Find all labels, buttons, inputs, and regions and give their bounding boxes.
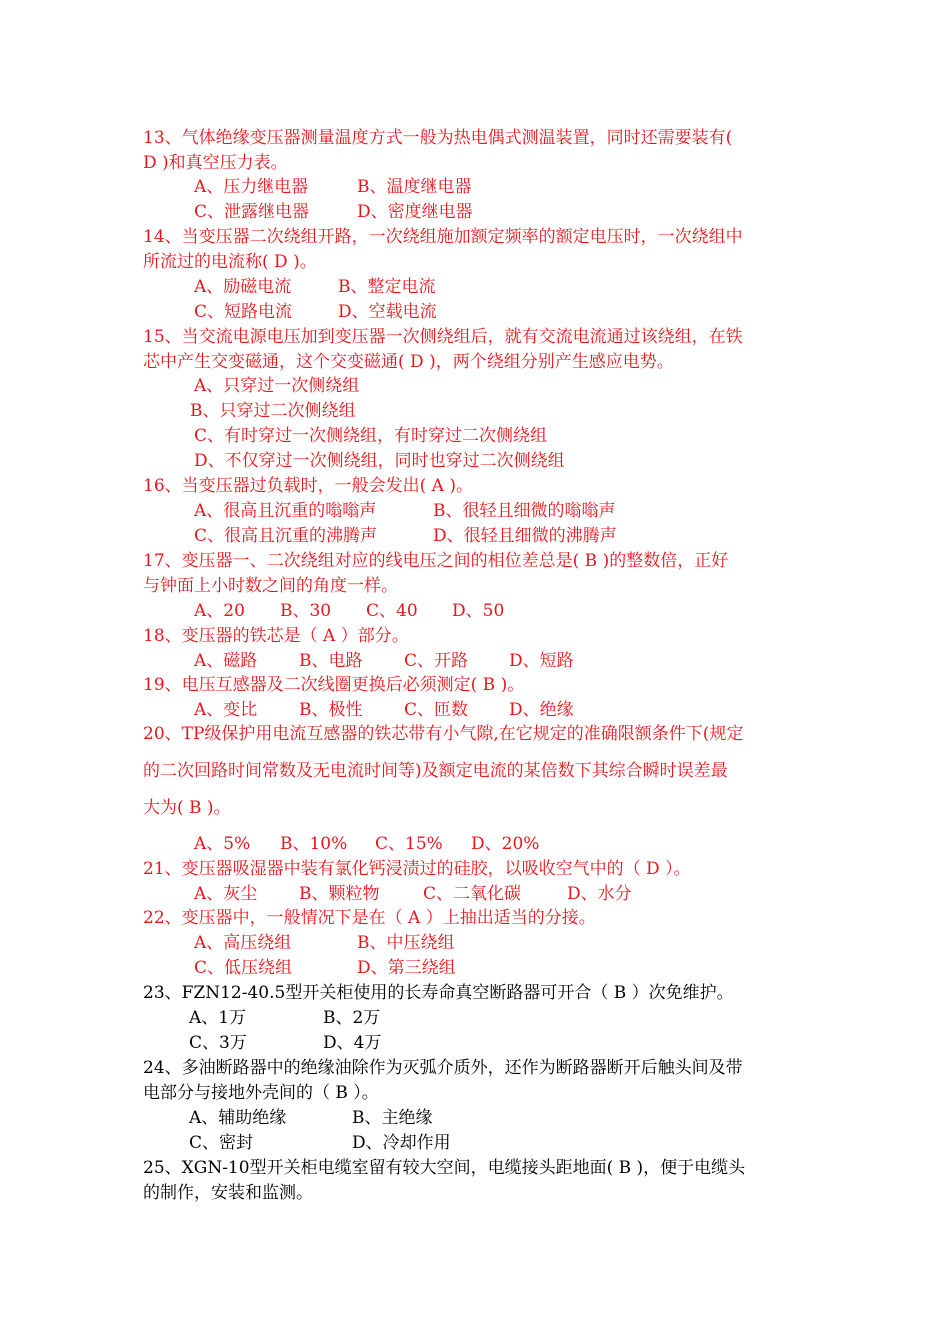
option-b: B、30 (280, 601, 332, 621)
option-a: A、励磁电流 (194, 277, 292, 297)
option-a: A、20 (194, 601, 245, 621)
question-16 (143, 474, 815, 499)
option-c: C、开路 (404, 651, 469, 671)
option-a: A、5% (194, 834, 251, 854)
question-stem-line: 16、当变压器过负载时，一般会发出( A )。 (143, 476, 473, 496)
option-c: C、40 (366, 601, 418, 621)
option-d: D、短路 (509, 651, 574, 671)
question-13 (143, 126, 815, 176)
question-14 (143, 225, 815, 275)
option-c: C、有时穿过一次侧绕组，有时穿过二次侧绕组 (194, 426, 548, 446)
option-a: A、压力继电器 (194, 177, 309, 197)
option-b: B、中压绕组 (357, 933, 455, 953)
option-b: B、很轻且细微的嗡嗡声 (433, 501, 616, 521)
question-stem-line: 芯中产生交变磁通，这个交变磁通( D )，两个绕组分别产生感应电势。 (143, 351, 674, 372)
option-c: C、泄露继电器 (194, 202, 310, 222)
question-stem-line: 24、多油断路器中的绝缘油除作为灭弧介质外，还作为断路器断开后触头间及带 (143, 1058, 743, 1078)
question-stem-line: 与钟面上小时数之间的角度一样。 (143, 575, 398, 596)
question-stem-line: 19、电压互感器及二次线圈更换后必须测定( B )。 (143, 675, 525, 695)
option-d: D、20% (471, 834, 540, 854)
option-d: D、4万 (323, 1033, 382, 1053)
question-18 (143, 624, 815, 649)
option-a: A、高压绕组 (194, 933, 292, 953)
option-c: C、15% (375, 834, 443, 854)
question-17 (143, 549, 815, 599)
option-d: D、50 (452, 601, 505, 621)
option-b: B、10% (280, 834, 348, 854)
option-d: D、冷却作用 (352, 1133, 451, 1153)
option-d: D、密度继电器 (357, 202, 473, 222)
option-d: D、绝缘 (509, 700, 574, 720)
question-stem-line: 25、XGN-10型开关柜电缆室留有较大空间，电缆接头距地面( B )，便于电缆头 (143, 1158, 746, 1178)
option-a: A、灰尘 (194, 884, 258, 904)
option-b: B、只穿过二次侧绕组 (190, 401, 356, 421)
option-b: B、整定电流 (338, 277, 436, 297)
option-b: B、主绝缘 (352, 1108, 433, 1128)
option-c: C、匝数 (404, 700, 469, 720)
option-a: A、辅助绝缘 (189, 1108, 287, 1128)
question-20 (143, 716, 815, 827)
option-d: D、空载电流 (338, 302, 437, 322)
option-b: B、2万 (323, 1008, 381, 1028)
question-stem-line: 23、FZN12-40.5型开关柜使用的长寿命真空断路器可开合（ B ）次免维护。 (143, 983, 734, 1003)
option-b: B、极性 (299, 700, 363, 720)
question-stem-line: D )和真空压力表。 (143, 152, 288, 173)
option-c: C、密封 (189, 1133, 254, 1153)
question-stem-line: 18、变压器的铁芯是（ A ）部分。 (143, 626, 409, 646)
question-19 (143, 673, 815, 698)
option-a: A、磁路 (194, 651, 258, 671)
question-stem-line: 20、TP级保护用电流互感器的铁芯带有小气隙,在它规定的准确限额条件下(规定 (143, 724, 744, 744)
question-15 (143, 325, 815, 375)
option-b: B、颗粒物 (299, 884, 380, 904)
question-stem-line: 14、当变压器二次绕组开路，一次绕组施加额定频率的额定电压时，一次绕组中 (143, 227, 743, 247)
question-stem-line: 15、当交流电源电压加到变压器一次侧绕组后，就有交流电流通过该绕组，在铁 (143, 327, 743, 347)
option-c: C、低压绕组 (194, 958, 293, 978)
question-22 (143, 906, 815, 931)
question-stem-line: 的制作，安装和监测。 (143, 1182, 313, 1203)
question-21 (143, 857, 815, 882)
option-b: B、电路 (299, 651, 363, 671)
question-stem-line: 22、变压器中，一般情况下是在（ A ）上抽出适当的分接。 (143, 908, 596, 928)
question-24 (143, 1056, 815, 1106)
option-b: B、温度继电器 (357, 177, 472, 197)
question-stem-line: 的二次回路时间常数及无电流时间等)及额定电流的某倍数下其综合瞬时误差最 (143, 761, 728, 781)
option-c: C、二氧化碳 (423, 884, 522, 904)
option-a: A、只穿过一次侧绕组 (194, 376, 360, 396)
question-25 (143, 1156, 815, 1206)
option-c: C、短路电流 (194, 302, 293, 322)
option-d: D、第三绕组 (357, 958, 456, 978)
option-c: C、很高且沉重的沸腾声 (194, 526, 378, 546)
option-a: A、很高且沉重的嗡嗡声 (194, 501, 377, 521)
option-d: D、很轻且细微的沸腾声 (433, 526, 617, 546)
option-d: D、不仅穿过一次侧绕组，同时也穿过二次侧绕组 (194, 451, 565, 471)
question-stem-line: 大为( B )。 (143, 798, 231, 818)
question-stem-line: 13、气体绝缘变压器测量温度方式一般为热电偶式测温装置，同时还需要装有( (143, 128, 733, 148)
option-a: A、1万 (189, 1008, 247, 1028)
option-a: A、变比 (194, 700, 258, 720)
question-23 (143, 981, 815, 1006)
question-stem-line: 17、变压器一、二次绕组对应的线电压之间的相位差总是( B )的整数倍，正好 (143, 551, 729, 571)
question-stem-line: 所流过的电流称( D )。 (143, 251, 317, 272)
question-stem-line: 电部分与接地外壳间的（ B ）。 (143, 1082, 379, 1103)
option-d: D、水分 (567, 884, 632, 904)
question-stem-line: 21、变压器吸湿器中装有氯化钙浸渍过的硅胶，以吸收空气中的（ D ）。 (143, 859, 691, 879)
option-c: C、3万 (189, 1033, 247, 1053)
